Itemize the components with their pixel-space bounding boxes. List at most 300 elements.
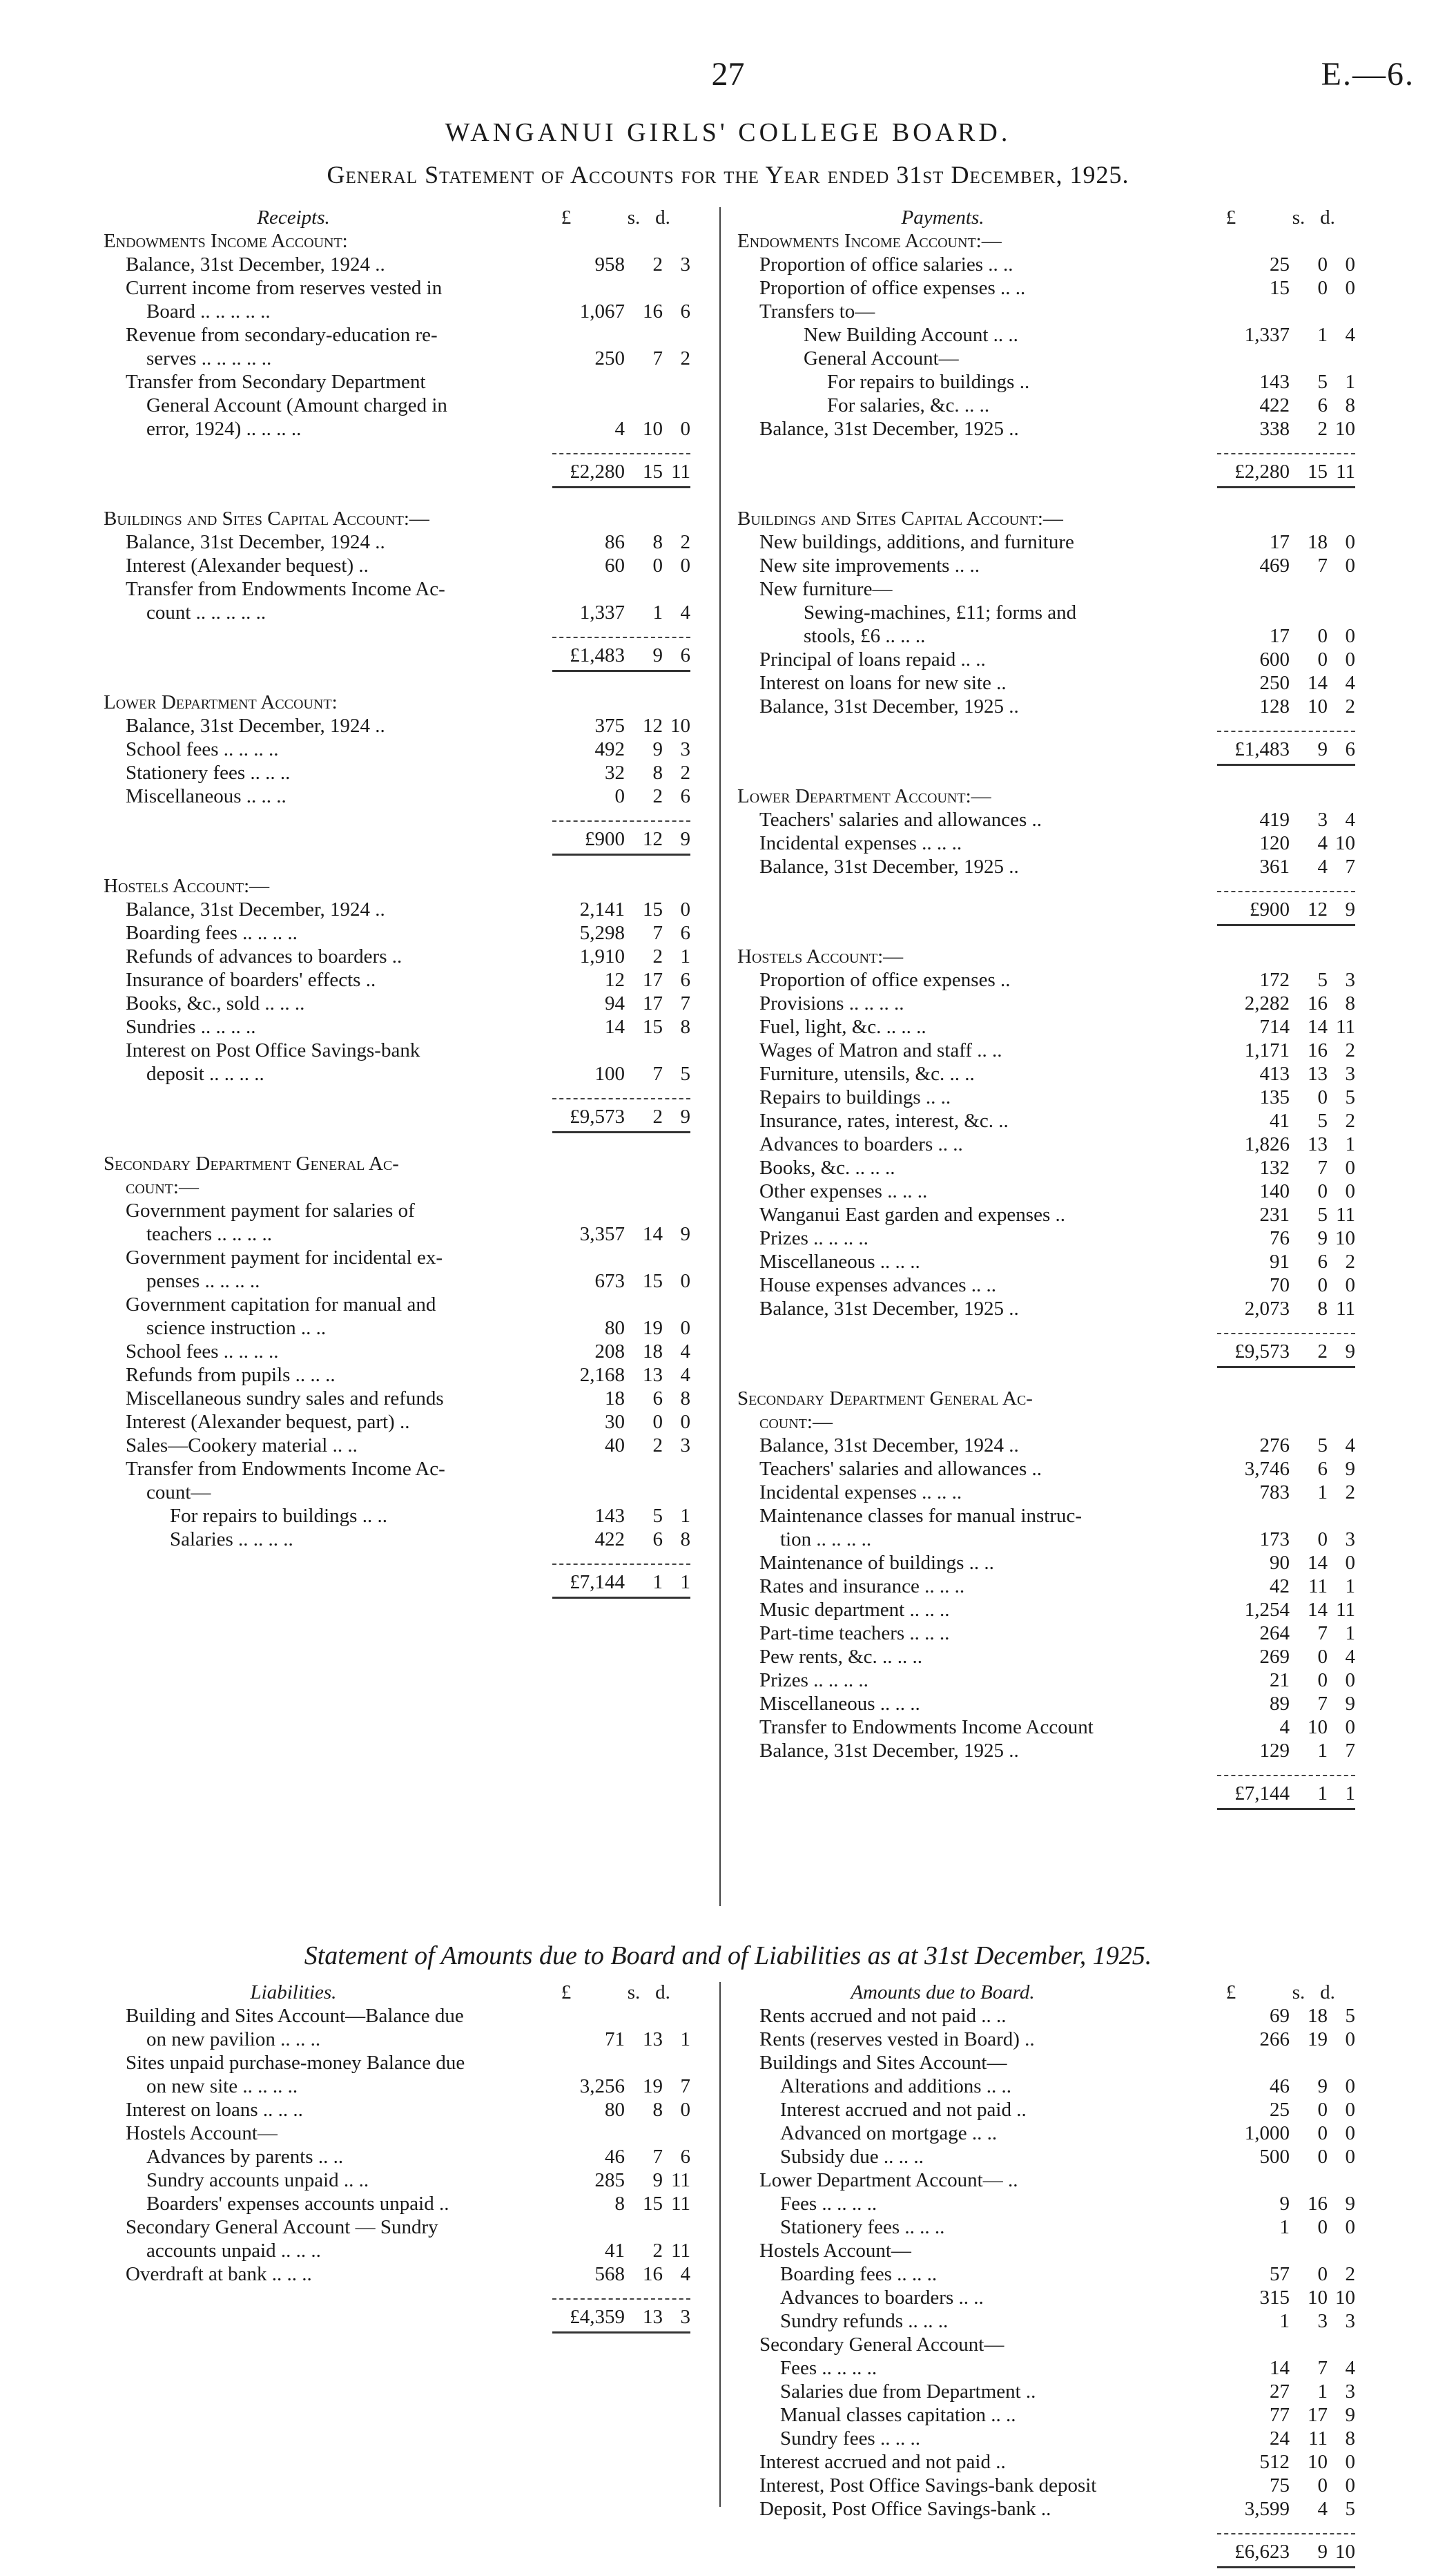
pence: 7: [1345, 1740, 1355, 1762]
page-number: 27: [711, 56, 745, 93]
pounds: 5,298: [579, 922, 625, 944]
pence: 3: [680, 2306, 690, 2328]
account-line: [737, 2333, 1355, 2356]
pence: 9: [1345, 2193, 1355, 2215]
account-line: [104, 253, 690, 276]
pence: 0: [1345, 648, 1355, 671]
pounds: 1,254: [1244, 1599, 1290, 1621]
shillings: 18: [1308, 531, 1328, 553]
line-label: Balance, 31st December, 1924 ..: [126, 253, 385, 276]
amount: [1203, 1133, 1355, 1156]
pounds: 17: [1270, 531, 1290, 553]
receipts-heading: [104, 206, 690, 229]
account-line: [737, 695, 1355, 718]
amount: [538, 347, 690, 370]
pounds: 17: [1270, 625, 1290, 647]
pounds: 91: [1270, 1251, 1290, 1273]
shillings: 15: [1308, 461, 1328, 483]
pounds: 14: [1270, 2357, 1290, 2379]
pence: 4: [1345, 1434, 1355, 1456]
amount: [1203, 2075, 1355, 2098]
line-label: Incidental expenses .. .. ..: [759, 832, 962, 854]
pounds: 77: [1270, 2404, 1290, 2426]
line-label: Balance, 31st December, 1925 ..: [759, 856, 1019, 878]
account-line: [737, 2286, 1355, 2309]
pence: 3: [1345, 1063, 1355, 1085]
pounds: 1,171: [1244, 1039, 1290, 1061]
pence: 3: [1345, 2310, 1355, 2332]
pence: 6: [680, 644, 690, 666]
amount: [1203, 1575, 1355, 1598]
shillings: 0: [1317, 2474, 1328, 2496]
line-label: General Account (Amount charged in: [146, 394, 447, 416]
shillings: 18: [643, 1340, 663, 1363]
account-section: [104, 507, 690, 673]
account-section: [737, 1387, 1355, 1811]
pence: 8: [1345, 2427, 1355, 2450]
shillings: 1: [1317, 1782, 1328, 1805]
account-line: [104, 530, 690, 554]
shillings: 2: [1317, 418, 1328, 440]
line-label: Fees .. .. .. ..: [780, 2193, 877, 2215]
section-total: [104, 1098, 690, 1134]
account-line: [104, 714, 690, 738]
pence: 3: [1345, 969, 1355, 991]
shillings: 9: [652, 2169, 663, 2191]
pence: 3: [680, 253, 690, 276]
pounds: 40: [605, 1434, 625, 1456]
pence: 4: [680, 1364, 690, 1386]
shillings: 10: [1308, 2451, 1328, 2473]
line-label: Government capitation for manual and: [126, 1293, 436, 1316]
amount: [1203, 370, 1355, 394]
line-label: Books, &c. .. .. ..: [759, 1157, 895, 1179]
pence: 4: [1345, 324, 1355, 346]
pence: 3: [680, 738, 690, 760]
unit-label-p: £: [1225, 1981, 1236, 2003]
document-title: WANGANUI GIRLS' COLLEGE BOARD.: [445, 118, 1011, 147]
pounds: 419: [1259, 809, 1290, 831]
pounds: 266: [1259, 2028, 1290, 2050]
shillings: 2: [652, 785, 663, 807]
shillings: 9: [652, 738, 663, 760]
account-line: [104, 898, 690, 921]
pounds: £9,573: [1234, 1340, 1290, 1363]
line-label: Sales—Cookery material .. ..: [126, 1434, 358, 1456]
pence: 0: [1345, 2028, 1355, 2050]
pence: 4: [680, 1340, 690, 1363]
line-label: New buildings, additions, and furniture: [759, 531, 1074, 553]
pounds: £900: [585, 828, 625, 850]
shillings: 1: [1317, 1740, 1328, 1762]
pence: 1: [1345, 1133, 1355, 1155]
amount: [538, 2239, 690, 2262]
pence: 9: [1345, 1693, 1355, 1715]
pounds: 231: [1259, 1204, 1290, 1226]
pounds: 492: [594, 738, 625, 760]
account-section: [104, 691, 690, 856]
line-label: Balance, 31st December, 1925 ..: [759, 1298, 1019, 1320]
liabilities-caption: Liabilities.: [250, 1981, 337, 2003]
line-label: Deposit, Post Office Savings-bank ..: [759, 2498, 1051, 2520]
amount: [1203, 2192, 1355, 2215]
amount: [1203, 2028, 1355, 2051]
total-double-rule: [1217, 1366, 1355, 1368]
pence: 6: [680, 2146, 690, 2168]
amount: [538, 1570, 690, 1594]
account-line: [104, 1457, 690, 1504]
line-label: Sundry fees .. .. ..: [780, 2427, 920, 2450]
account-line: [104, 968, 690, 992]
amount: [1203, 2309, 1355, 2333]
account-line: [737, 1645, 1355, 1668]
unit-label-p: £: [561, 1981, 572, 2003]
pounds: 2,141: [579, 898, 625, 921]
shillings: 16: [1308, 992, 1328, 1014]
account-line: [737, 530, 1355, 554]
pence: 9: [680, 1223, 690, 1245]
amount: [1203, 1739, 1355, 1762]
line-label: count .. .. .. .. ..: [146, 602, 266, 624]
shillings: 5: [1317, 1434, 1328, 1456]
account-line: [737, 2075, 1355, 2098]
shillings: 7: [652, 922, 663, 944]
amount: [538, 1387, 690, 1410]
shillings: 15: [643, 2193, 663, 2215]
pounds: 500: [1259, 2146, 1290, 2168]
line-label: Board .. .. .. .. ..: [146, 300, 271, 323]
pounds: 32: [605, 762, 625, 784]
account-line: [737, 1109, 1355, 1133]
pounds: 600: [1259, 648, 1290, 671]
pence: 9: [1345, 2404, 1355, 2426]
document-subtitle: General Statement of Accounts for the Year ended 31st December, 1925.: [327, 161, 1129, 189]
shillings: 5: [652, 1505, 663, 1527]
line-label: error, 1924) .. .. .. ..: [146, 418, 302, 440]
shillings: 1: [652, 602, 663, 624]
pence: 0: [1345, 2099, 1355, 2121]
shillings: 2: [652, 253, 663, 276]
total-rule: [1217, 453, 1355, 454]
shillings: 0: [1317, 2216, 1328, 2238]
line-label: Maintenance classes for manual instruc-: [759, 1505, 1083, 1527]
pounds: 71: [605, 2028, 625, 2050]
account-line: [104, 1293, 690, 1340]
pence: 11: [1336, 1204, 1355, 1226]
amount: [1203, 695, 1355, 718]
pounds: 41: [605, 2240, 625, 2262]
shillings: 5: [1317, 969, 1328, 991]
pounds: £4,359: [570, 2306, 625, 2328]
account-line: [737, 2474, 1355, 2497]
section-total: [737, 453, 1355, 489]
pounds: 1: [1279, 2216, 1290, 2238]
pence: 10: [1335, 832, 1355, 854]
total-double-rule: [552, 1131, 690, 1133]
shillings: 0: [1317, 1646, 1328, 1668]
account-line: [104, 738, 690, 761]
shillings: 7: [1317, 1622, 1328, 1644]
pence: 10: [1335, 1227, 1355, 1249]
unit-label-p: £: [561, 206, 572, 229]
line-label: Rates and insurance .. .. ..: [759, 1575, 965, 1597]
line-label: Balance, 31st December, 1924 ..: [126, 715, 385, 737]
account-line: [737, 554, 1355, 577]
account-line: [104, 2004, 690, 2051]
amount: [1203, 2497, 1355, 2521]
pounds: 422: [594, 1528, 625, 1550]
account-line: [737, 2168, 1355, 2192]
amount: [1203, 2450, 1355, 2474]
unit-label-d: d.: [655, 1981, 670, 2003]
amount: [1203, 1715, 1355, 1739]
shillings: 7: [652, 2146, 663, 2168]
account-line: [737, 1039, 1355, 1062]
shillings: 6: [1317, 1458, 1328, 1480]
pounds: 4: [614, 418, 625, 440]
account-line: [737, 1226, 1355, 1250]
line-label: Advances to boarders .. ..: [759, 1133, 963, 1155]
section-total: [104, 453, 690, 489]
total-rule: [552, 820, 690, 822]
pence: 5: [680, 1063, 690, 1085]
amount: [1203, 1039, 1355, 1062]
shillings: 14: [643, 1223, 663, 1245]
shillings: 7: [652, 347, 663, 369]
account-line: [737, 2262, 1355, 2286]
account-line: [737, 253, 1355, 276]
pounds: 2,168: [579, 1364, 625, 1386]
line-label: Miscellaneous .. .. ..: [759, 1251, 920, 1273]
account-line: [104, 761, 690, 785]
line-label: Subsidy due .. .. ..: [780, 2146, 924, 2168]
amount: [538, 1222, 690, 1246]
shillings: 4: [1317, 2498, 1328, 2520]
amount: [1203, 1481, 1355, 1504]
pounds: 1: [1279, 2310, 1290, 2332]
pence: 0: [680, 1270, 690, 1292]
account-line: [737, 648, 1355, 671]
line-label: Transfer from Endowments Income Ac-: [126, 578, 445, 600]
pounds: 14: [605, 1016, 625, 1038]
account-line: [737, 1575, 1355, 1598]
line-label: science instruction .. ..: [146, 1317, 327, 1339]
pounds: 12: [605, 969, 625, 991]
section-total: [737, 731, 1355, 767]
pence: 11: [671, 461, 690, 483]
account-line: [737, 2450, 1355, 2474]
amount: [538, 1363, 690, 1387]
shillings: 19: [643, 2075, 663, 2097]
shillings: 14: [1308, 1599, 1328, 1621]
line-label: penses .. .. .. ..: [146, 1270, 260, 1292]
pence: 2: [1345, 2263, 1355, 2285]
line-label: Buildings and Sites Account—: [759, 2052, 1007, 2074]
section-total: [737, 891, 1355, 927]
pence: 0: [1345, 2146, 1355, 2168]
line-label: Provisions .. .. .. ..: [759, 992, 904, 1014]
account-line: [737, 831, 1355, 855]
pounds: 0: [614, 785, 625, 807]
account-line: [737, 2380, 1355, 2403]
account-line: [104, 945, 690, 968]
pence: 1: [1345, 1782, 1355, 1805]
unit-label-s: s.: [1292, 206, 1305, 229]
line-label: accounts unpaid .. .. ..: [146, 2240, 321, 2262]
account-line: [104, 2168, 690, 2192]
unit-label-d: d.: [1320, 206, 1335, 229]
pence: 5: [1345, 2005, 1355, 2027]
account-line: [737, 855, 1355, 878]
pence: 4: [1345, 2357, 1355, 2379]
pence: 2: [1345, 1481, 1355, 1503]
amount: [1203, 2145, 1355, 2168]
line-label: on new site .. .. .. ..: [146, 2075, 298, 2097]
pounds: 512: [1259, 2451, 1290, 2473]
pence: 0: [680, 2099, 690, 2121]
line-label: Proportion of office expenses ..: [759, 969, 1011, 991]
pence: 0: [1345, 2451, 1355, 2473]
amount: [1203, 898, 1355, 921]
line-label: School fees .. .. .. ..: [126, 738, 279, 760]
line-label: For repairs to buildings ..: [827, 371, 1030, 393]
account-line: [737, 276, 1355, 300]
line-label: Balance, 31st December, 1924 ..: [126, 531, 385, 553]
total-rule: [1217, 1775, 1355, 1776]
pence: 0: [1345, 1716, 1355, 1738]
account-line: [104, 1199, 690, 1246]
account-line: [737, 1457, 1355, 1481]
pounds: 80: [605, 2099, 625, 2121]
pounds: 8: [614, 2193, 625, 2215]
pounds: 41: [1270, 1110, 1290, 1132]
pounds: 128: [1259, 695, 1290, 718]
account-line: [104, 2121, 690, 2145]
shillings: 1: [1317, 2380, 1328, 2403]
line-label: Interest (Alexander bequest, part) ..: [126, 1411, 410, 1433]
total-double-rule: [1217, 924, 1355, 926]
line-label: Teachers' salaries and allowances ..: [759, 809, 1042, 831]
shillings: 8: [652, 762, 663, 784]
amount: [538, 1410, 690, 1434]
pounds: 69: [1270, 2005, 1290, 2027]
pence: 0: [680, 1411, 690, 1433]
line-label: stools, £6 .. .. ..: [804, 625, 926, 647]
total-double-rule: [552, 1597, 690, 1599]
account-line: [737, 2497, 1355, 2521]
account-line: [104, 1015, 690, 1039]
amount: [538, 2075, 690, 2098]
section-total: [104, 637, 690, 673]
unit-label-s: s.: [627, 206, 641, 229]
pence: 6: [680, 969, 690, 991]
total-rule: [1217, 1333, 1355, 1334]
shillings: 9: [1317, 2075, 1328, 2097]
line-label: Prizes .. .. .. ..: [759, 1227, 868, 1249]
amount: [1203, 394, 1355, 417]
account-line: [737, 1622, 1355, 1645]
account-line: [737, 577, 1355, 601]
shillings: 9: [1317, 2541, 1328, 2563]
pounds: 2,073: [1244, 1298, 1290, 1320]
account-line: [104, 1528, 690, 1551]
line-label: Wages of Matron and staff .. ..: [759, 1039, 1002, 1061]
amount: [538, 1340, 690, 1363]
account-line: [737, 1668, 1355, 1692]
pounds: 3,599: [1244, 2498, 1290, 2520]
account-line: [737, 1203, 1355, 1226]
amount: [1203, 1226, 1355, 1250]
line-label: New furniture—: [759, 578, 893, 600]
pence: 0: [1345, 1157, 1355, 1179]
pence: 5: [1345, 1086, 1355, 1108]
line-label: Alterations and additions .. ..: [780, 2075, 1012, 2097]
section-heading: Secondary Department General Ac-: [104, 1153, 399, 1175]
statement-list: [737, 2004, 1355, 2569]
line-label: Incidental expenses .. .. ..: [759, 1481, 962, 1503]
amount: [538, 738, 690, 761]
pounds: £900: [1250, 898, 1290, 921]
line-label: Salaries due from Department ..: [780, 2380, 1036, 2403]
amount: [1203, 2004, 1355, 2028]
line-label: Interest, Post Office Savings-bank deposit: [759, 2474, 1097, 2496]
shillings: 13: [1308, 1133, 1328, 1155]
amount: [1203, 1180, 1355, 1203]
amount: [538, 945, 690, 968]
shillings: 3: [1317, 809, 1328, 831]
section-heading: Buildings and Sites Capital Account:—: [104, 508, 429, 530]
pounds: 1,826: [1244, 1133, 1290, 1155]
section-total: [737, 1775, 1355, 1811]
account-line: [104, 276, 690, 323]
pounds: 135: [1259, 1086, 1290, 1108]
amount: [538, 992, 690, 1015]
line-label: Revenue from secondary-education re-: [126, 324, 438, 346]
pence: 10: [1335, 418, 1355, 440]
amount: [1203, 1156, 1355, 1180]
line-label: Manual classes capitation .. ..: [780, 2404, 1016, 2426]
total-double-rule: [552, 854, 690, 856]
account-line: [104, 323, 690, 370]
unit-label-d: d.: [1320, 1981, 1335, 2003]
shillings: 7: [1317, 555, 1328, 577]
line-label: Advanced on mortgage .. ..: [780, 2122, 998, 2144]
amount: [1203, 1015, 1355, 1039]
pounds: 285: [594, 2169, 625, 2191]
amount: [538, 898, 690, 921]
pence: 10: [1335, 2287, 1355, 2309]
amount: [1203, 1645, 1355, 1668]
pounds: 46: [1270, 2075, 1290, 2097]
amount: [1203, 1340, 1355, 1363]
line-label: Rents accrued and not paid .. ..: [759, 2005, 1007, 2027]
amount: [538, 1015, 690, 1039]
total-double-rule: [552, 670, 690, 672]
line-label: Sundry refunds .. .. ..: [780, 2310, 949, 2332]
line-label: Lower Department Account— ..: [759, 2169, 1018, 2191]
amount: [1203, 1434, 1355, 1457]
account-line: [737, 1692, 1355, 1715]
line-label: Miscellaneous .. .. ..: [759, 1693, 920, 1715]
total-rule: [552, 453, 690, 454]
pounds: 143: [594, 1505, 625, 1527]
amount: [1203, 648, 1355, 671]
pence: 1: [680, 2028, 690, 2050]
pounds: 250: [1259, 672, 1290, 694]
pounds: 76: [1270, 1227, 1290, 1249]
amount: [1203, 253, 1355, 276]
line-label: New site improvements .. ..: [759, 555, 980, 577]
